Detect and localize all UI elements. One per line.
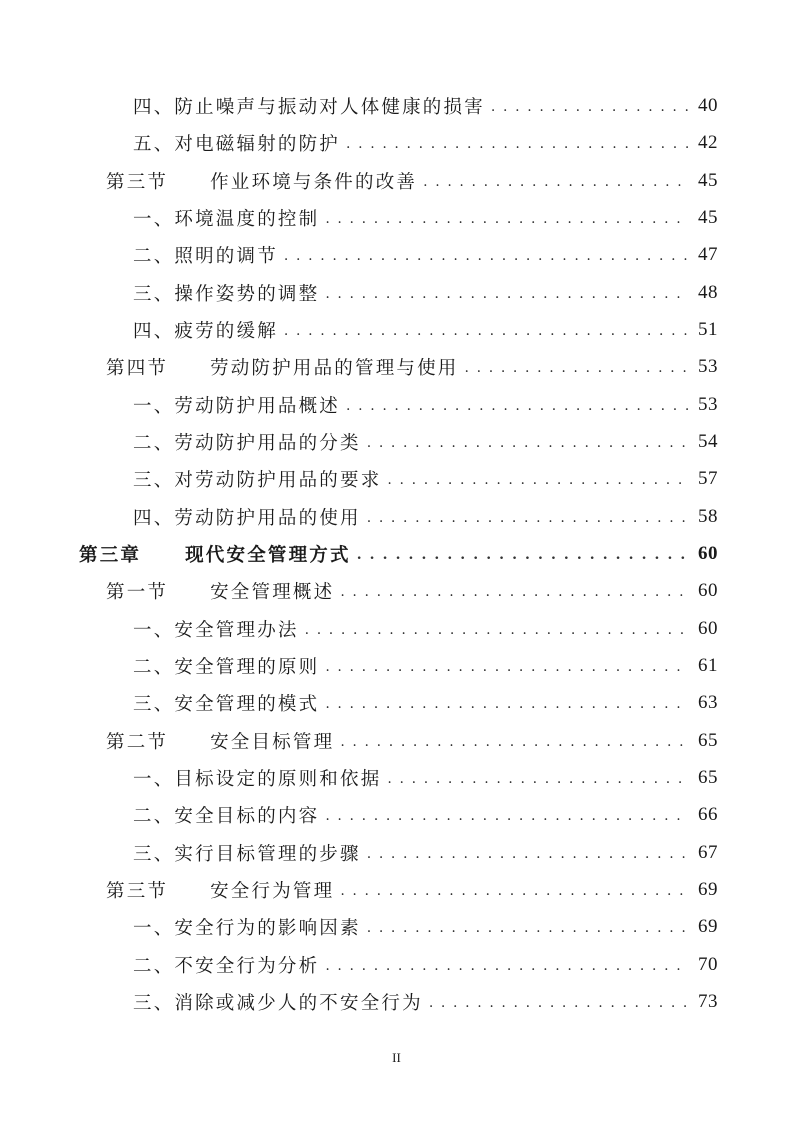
dot-leader xyxy=(340,875,688,905)
toc-entry-title: 目标设定的原则和依据 xyxy=(174,769,382,790)
toc-entry-prefix: 第二节 xyxy=(106,732,169,753)
toc-entry-prefix: 一、 xyxy=(133,620,175,641)
toc-entry-label xyxy=(106,578,334,604)
toc-page-number: 65 xyxy=(698,730,718,751)
toc-page-number: 58 xyxy=(698,506,718,527)
toc-entry-prefix: 二、 xyxy=(133,657,175,678)
toc-entry-title: 劳动防护用品的分类 xyxy=(174,433,361,454)
dot-leader xyxy=(423,166,688,196)
toc-entry-label xyxy=(133,914,361,940)
toc-page-number: 51 xyxy=(698,319,718,340)
toc-entry-prefix: 第三节 xyxy=(106,172,169,193)
toc-entry[interactable] xyxy=(0,800,793,830)
toc-entry-title: 安全管理的原则 xyxy=(174,657,320,678)
toc-entry-prefix: 一、 xyxy=(133,396,175,417)
toc-entry-prefix: 第四节 xyxy=(106,358,169,379)
toc-page-number: 47 xyxy=(698,244,718,265)
toc-entry-label xyxy=(133,93,485,119)
toc-entry-title: 安全管理的模式 xyxy=(174,694,320,715)
dot-leader xyxy=(340,576,688,606)
toc-page-number: 60 xyxy=(698,543,718,564)
toc-entry-label xyxy=(133,504,361,530)
toc-entry-title: 安全行为的影响因素 xyxy=(174,918,361,939)
toc-entry[interactable] xyxy=(0,390,793,420)
toc-page-number: 63 xyxy=(698,692,718,713)
dot-leader xyxy=(491,91,688,121)
toc-entry-label xyxy=(133,840,361,866)
dot-leader xyxy=(367,502,688,532)
dot-leader xyxy=(367,838,688,868)
toc-entry-prefix: 二、 xyxy=(133,806,175,827)
dot-leader xyxy=(367,427,688,457)
toc-entry-title: 对劳动防护用品的要求 xyxy=(174,470,382,491)
toc-entry-title: 实行目标管理的步骤 xyxy=(174,844,361,865)
toc-entry-prefix: 第一节 xyxy=(106,582,169,603)
toc-entry-title: 安全管理办法 xyxy=(174,620,299,641)
toc-entry-prefix: 第三章 xyxy=(79,545,142,566)
toc-section-entry[interactable] xyxy=(0,576,793,606)
toc-page-number: 65 xyxy=(698,767,718,788)
toc-entry-title: 消除或减少人的不安全行为 xyxy=(174,993,423,1014)
dot-leader xyxy=(325,688,688,718)
toc-entry[interactable] xyxy=(0,502,793,532)
toc-entry-prefix: 二、 xyxy=(133,246,175,267)
toc-page-number: 60 xyxy=(698,580,718,601)
toc-page-number: 57 xyxy=(698,468,718,489)
toc-page-number: 54 xyxy=(698,431,718,452)
dot-leader xyxy=(387,464,688,494)
toc-entry[interactable] xyxy=(0,128,793,158)
toc-entry[interactable] xyxy=(0,912,793,942)
toc-page-number: 48 xyxy=(698,282,718,303)
toc-section-entry[interactable] xyxy=(0,352,793,382)
toc-entry-label xyxy=(133,989,423,1015)
toc-entry-title: 劳动防护用品的管理与使用 xyxy=(210,358,459,379)
toc-section-entry[interactable] xyxy=(0,726,793,756)
toc-entry-title: 对电磁辐射的防护 xyxy=(174,134,341,155)
toc-page-number: 73 xyxy=(698,991,718,1012)
dot-leader xyxy=(325,651,688,681)
toc-entry[interactable] xyxy=(0,240,793,270)
dot-leader xyxy=(284,315,688,345)
toc-entry-title: 安全目标管理 xyxy=(210,732,335,753)
toc-entry-label xyxy=(133,466,381,492)
toc-entry-title: 劳动防护用品的使用 xyxy=(174,508,361,529)
toc-entry-title: 环境温度的控制 xyxy=(174,209,320,230)
toc-entry[interactable] xyxy=(0,688,793,718)
toc-entry-prefix: 三、 xyxy=(133,844,175,865)
toc-entry-label xyxy=(133,765,381,791)
dot-leader xyxy=(284,240,688,270)
toc-entry-prefix: 一、 xyxy=(133,918,175,939)
toc-entry[interactable] xyxy=(0,838,793,868)
toc-entry-label xyxy=(133,952,319,978)
dot-leader xyxy=(325,800,688,830)
toc-entry[interactable] xyxy=(0,427,793,457)
toc-entry-title: 操作姿势的调整 xyxy=(174,284,320,305)
toc-entry-title: 照明的调节 xyxy=(174,246,278,267)
toc-entry-label xyxy=(106,354,459,380)
toc-entry[interactable] xyxy=(0,987,793,1017)
toc-entry-label xyxy=(133,690,319,716)
toc-entry-title: 不安全行为分析 xyxy=(174,956,320,977)
toc-entry[interactable] xyxy=(0,651,793,681)
toc-entry-title: 作业环境与条件的改善 xyxy=(210,172,418,193)
toc-entry-title: 现代安全管理方式 xyxy=(185,545,351,566)
dot-leader xyxy=(325,278,688,308)
toc-page-number: 66 xyxy=(698,804,718,825)
toc-entry-prefix: 四、 xyxy=(133,321,175,342)
toc-page-number: 67 xyxy=(698,842,718,863)
toc-entry-prefix: 四、 xyxy=(133,97,175,118)
toc-entry-label xyxy=(79,541,351,567)
toc-entry-prefix: 三、 xyxy=(133,284,175,305)
toc-entry-label xyxy=(133,280,319,306)
toc-entry[interactable] xyxy=(0,950,793,980)
dot-leader xyxy=(325,950,688,980)
toc-entry-prefix: 一、 xyxy=(133,209,175,230)
toc-entry-prefix: 二、 xyxy=(133,433,175,454)
toc-chapter-entry[interactable] xyxy=(0,539,793,569)
toc-entry-title: 防止噪声与振动对人体健康的损害 xyxy=(174,97,485,118)
toc-entry-title: 安全行为管理 xyxy=(210,881,335,902)
dot-leader xyxy=(325,203,688,233)
toc-page-number: 45 xyxy=(698,170,718,191)
toc-entry-label xyxy=(133,392,340,418)
toc-entry-label xyxy=(133,802,319,828)
toc-page-number: 61 xyxy=(698,655,718,676)
toc-entry-label xyxy=(133,653,319,679)
dot-leader xyxy=(357,539,688,569)
toc-entry[interactable] xyxy=(0,315,793,345)
toc-entry-title: 疲劳的缓解 xyxy=(174,321,278,342)
dot-leader xyxy=(305,614,688,644)
toc-entry-prefix: 三、 xyxy=(133,694,175,715)
toc-entry-prefix: 一、 xyxy=(133,769,175,790)
toc-page-number: 40 xyxy=(698,95,718,116)
toc-page-number: 69 xyxy=(698,916,718,937)
toc-section-entry[interactable] xyxy=(0,875,793,905)
toc-entry-prefix: 三、 xyxy=(133,470,175,491)
toc-page-number: 60 xyxy=(698,618,718,639)
dot-leader xyxy=(465,352,688,382)
toc-page-number: 70 xyxy=(698,954,718,975)
toc-entry[interactable] xyxy=(0,91,793,121)
toc-entry-title: 安全目标的内容 xyxy=(174,806,320,827)
toc-entry[interactable] xyxy=(0,763,793,793)
toc-entry-prefix: 第三节 xyxy=(106,881,169,902)
toc-entry[interactable] xyxy=(0,464,793,494)
toc-page-number: 45 xyxy=(698,207,718,228)
toc-entry-title: 安全管理概述 xyxy=(210,582,335,603)
toc-entry-prefix: 四、 xyxy=(133,508,175,529)
toc-entry-prefix: 二、 xyxy=(133,956,175,977)
toc-entry[interactable] xyxy=(0,278,793,308)
toc-entry-label xyxy=(133,205,319,231)
toc-page-number: 42 xyxy=(698,132,718,153)
toc-entry-label xyxy=(106,877,334,903)
toc-entry[interactable] xyxy=(0,203,793,233)
toc-section-entry[interactable] xyxy=(0,166,793,196)
toc-entry-prefix: 五、 xyxy=(133,134,175,155)
toc-entry-title: 劳动防护用品概述 xyxy=(174,396,341,417)
dot-leader xyxy=(340,726,688,756)
toc-entry-label xyxy=(133,616,299,642)
toc-page-number: 69 xyxy=(698,879,718,900)
toc-entry-label xyxy=(133,130,340,156)
toc-entry-label xyxy=(133,317,278,343)
toc-entry-label xyxy=(133,242,278,268)
dot-leader xyxy=(346,390,688,420)
toc-page-number: 53 xyxy=(698,394,718,415)
toc-page-number: 53 xyxy=(698,356,718,377)
dot-leader xyxy=(367,912,688,942)
toc-entry-prefix: 三、 xyxy=(133,993,175,1014)
toc-entry[interactable] xyxy=(0,614,793,644)
toc-entry-label xyxy=(133,429,361,455)
page-footer-number: II xyxy=(392,1050,401,1065)
toc-entry-label xyxy=(106,168,417,194)
dot-leader xyxy=(387,763,688,793)
toc-entry-label xyxy=(106,728,334,754)
dot-leader xyxy=(429,987,688,1017)
dot-leader xyxy=(346,128,688,158)
